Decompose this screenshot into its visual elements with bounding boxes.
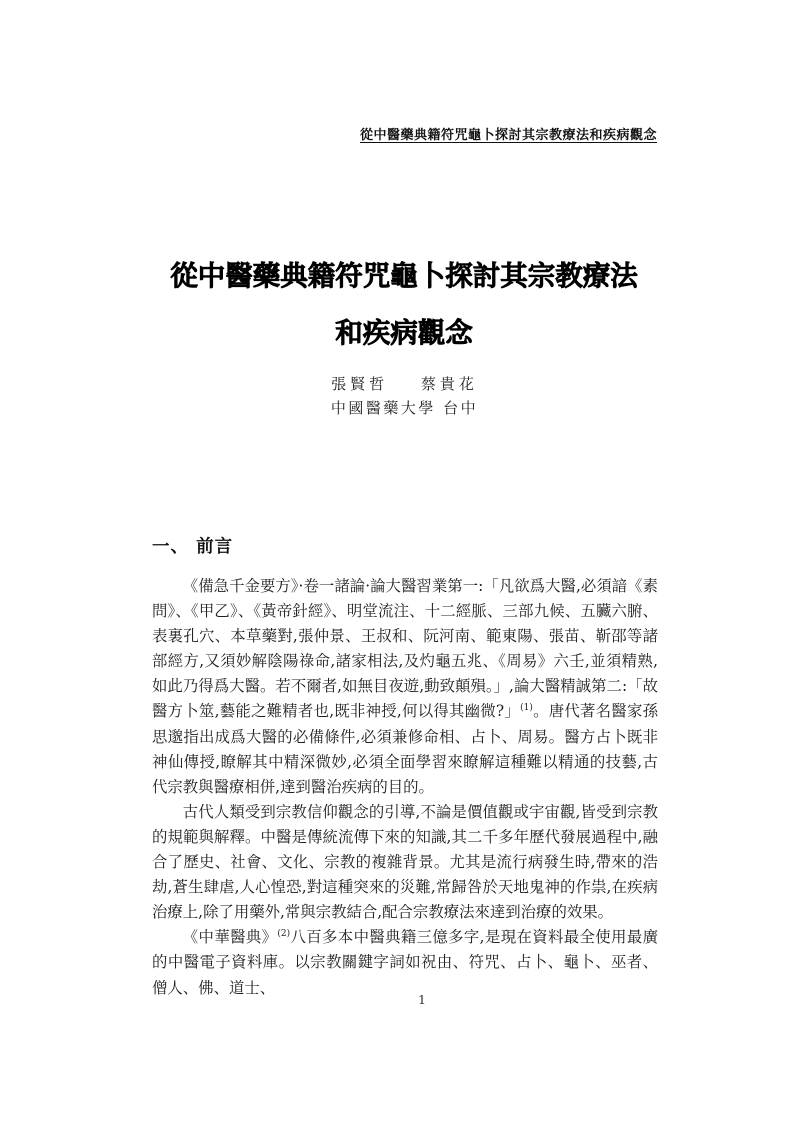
running-head: 從中醫藥典籍符咒龜卜探討其宗教療法和疾病觀念 <box>359 128 657 143</box>
paragraph-text: 。唐代著名醫家孫思邈指出成爲大醫的必備條件,必須兼修命相、占卜、周易。醫方占卜既非神仙傳授,瞭解其中精深微妙,必須全面學習來瞭解這種難以精通的技藝,古代宗教與醫療相併,達到醫治疾病的目的。 <box>152 702 658 796</box>
paper-title-line1: 從中醫藥典籍符咒龜卜探討其宗教療法 <box>170 260 638 292</box>
section-heading: 一、 前言 <box>152 537 234 557</box>
authors-line <box>152 373 657 394</box>
paper-title <box>144 248 664 362</box>
author-name: 張賢哲 <box>331 375 389 393</box>
paragraph <box>152 574 658 800</box>
author-name: 蔡貴花 <box>420 375 478 393</box>
paragraph-text: 古代人類受到宗教信仰觀念的引導,不論是價值觀或宇宙觀,皆受到宗教的規範與解釋。中醫是傳統流傳下來的知識,其二千多年歷代發展過程中,融合了歷史、社會、文化、宗教的複雜背景。尤其是流行病發生時,帶來的浩劫,蒼生肆虐,人心惶恐,對這種突來的災難,常歸咎於天地鬼神的作祟,在疾病治療上,除了用藥外,常與宗教結合,配合宗教療法來達到治療的效果。 <box>152 802 658 922</box>
footnote-ref: (2) <box>277 929 291 940</box>
paragraph-text: 八百多本中醫典籍三億多字,是現在資料最全使用最廣的中醫電子資料庫。以宗教關鍵字詞如祝由、符咒、占卜、龜卜、巫者、僧人、佛、道士、 <box>152 928 658 997</box>
body-text <box>152 574 658 1001</box>
footnote-ref: (1) <box>520 703 533 714</box>
page-number: 1 <box>418 992 426 1007</box>
affiliation: 中國醫藥大學 台中 <box>330 399 479 417</box>
paragraph <box>152 800 658 925</box>
paper-title-line2: 和疾病觀念 <box>335 317 473 349</box>
paragraph <box>152 925 658 1000</box>
paragraph-text: 《中華醫典》 <box>182 928 278 947</box>
paragraph-text: 《備急千金要方》·卷一諸論·論大醫習業第一:「凡欲爲大醫,必須諳《素問》、《甲乙》、《黃帝針經》、明堂流注、十二經脈、三部九候、五臟六腑、表裏孔穴、本草藥對,張仲景、王叔和、阮河南、範東陽、張苗、靳邵等諸部經方,又須妙解陰陽祿命,諸家相法,及灼龜五兆、《周易》六壬,並須精熟,如此乃得爲大醫。若不爾者,如無目夜遊,動致顛殞。」,論大醫精誠第二:「故醫方卜筮,藝能之難精者也,既非神授,何以得其幽微?」 <box>152 577 658 721</box>
